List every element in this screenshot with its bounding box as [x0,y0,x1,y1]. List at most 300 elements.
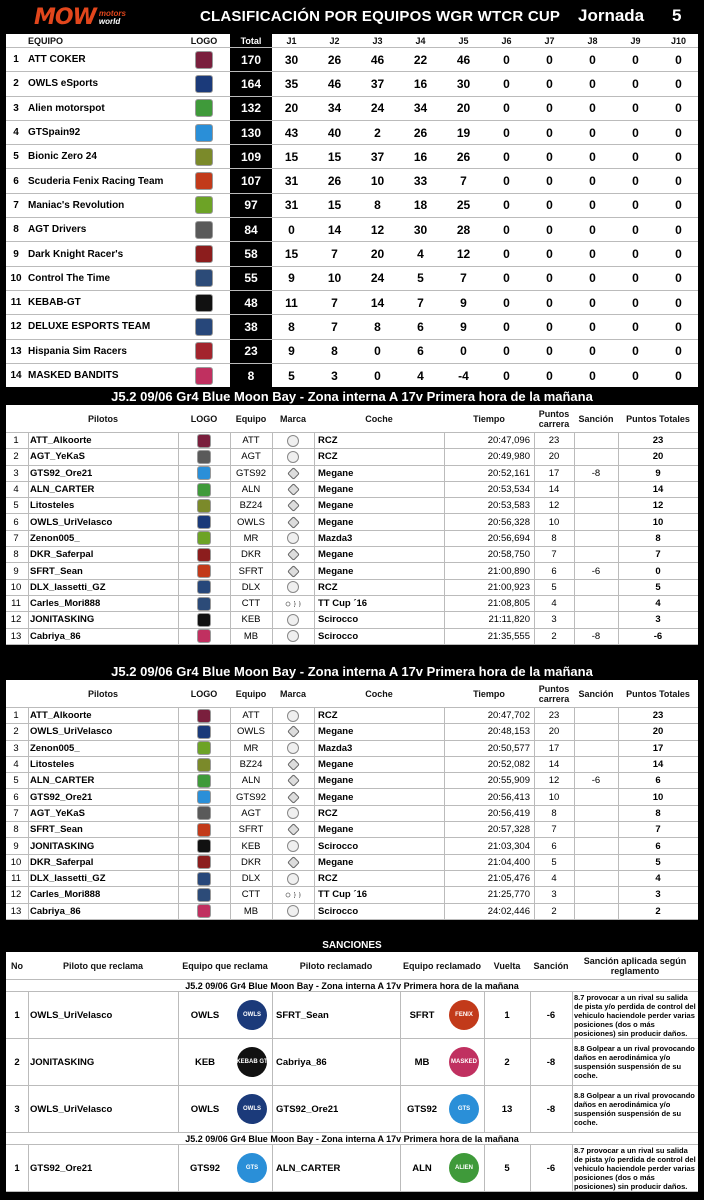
team-round-points: 11 [285,295,298,310]
team-row [6,291,698,315]
car-model: TT Cup ´16 [318,598,368,610]
race-result-row [6,855,698,871]
car-model: RCZ [318,581,338,593]
race-points: 3 [551,614,557,626]
claimant-team: GTS92 [189,1162,221,1174]
brand-cell [272,724,314,739]
team-round-points: 5 [288,368,295,383]
peugeot-brand-icon [287,451,299,463]
race-total-points: 3 [655,889,661,901]
race-time: 20:56,328 [487,516,530,528]
race-title: J5.2 09/06 Gr4 Blue Moon Bay - Zona interna A 17v Primera hora de la mañana [6,387,698,405]
team-logo-icon [195,51,213,69]
accused-logo-cell [444,992,484,1038]
team-name: GTSpain92 [28,127,81,139]
race-points: 23 [548,710,560,722]
race-total-points: 5 [655,856,661,868]
team-round-points: 0 [632,174,639,189]
team-code: DKR [240,856,262,868]
team-logo-cell [178,708,230,723]
team-round-points: 18 [413,198,428,213]
team-logo-cell [178,194,230,217]
team-name: Hispania Sim Racers [28,345,127,357]
brand-cell [272,838,314,853]
peugeot-brand-icon [287,873,299,885]
team-position: 2 [13,78,19,90]
team-round-points: 0 [632,344,639,359]
team-logo-cell [178,145,230,168]
car-model: RCZ [318,710,338,722]
result-position: 5 [13,775,19,787]
team-code: DKR [240,549,262,561]
page-header [0,0,704,34]
driver-name: Zenon005_ [30,742,80,754]
team-round-points: 0 [632,198,639,213]
team-round-points: 0 [632,319,639,334]
race-time: 20:56,694 [487,532,530,544]
result-position: 2 [13,451,19,463]
brand-cell [272,449,314,464]
team-round-points: 0 [546,247,553,262]
team-round-points: 43 [284,125,299,140]
lap-number: 1 [504,1009,510,1021]
team-round-points: 0 [675,174,682,189]
accused-logo-cell [444,1039,484,1085]
race-time: 20:47,096 [487,435,530,447]
race-result-row [6,563,698,579]
result-position: 10 [10,581,22,593]
team-position: 14 [10,370,22,381]
team-round-points: 37 [370,76,385,91]
team-row [6,48,698,72]
team-logo-icon [197,629,211,643]
team-code: ALN [241,484,261,496]
team-row [6,242,698,266]
col-equipo: Equipo [235,413,267,424]
race-penalty: -6 [591,565,601,577]
brand-cell [272,806,314,821]
team-logo-cell [178,364,230,387]
team-code: KEB [241,840,261,852]
team-logo-cell [178,773,230,788]
driver-name: DLX_lassetti_GZ [30,873,106,885]
race-total-points: 7 [655,549,661,561]
renault-brand-icon [287,726,300,739]
renault-brand-icon [287,548,300,561]
claimant-logo-cell [232,1039,272,1085]
team-logo-icon [197,904,211,918]
brand-cell [272,563,314,578]
team-logo-icon [197,806,211,820]
team-round-points: 9 [460,295,467,310]
result-position: 3 [13,467,19,479]
team-standings-table [6,34,698,388]
race-penalty [574,514,618,529]
race-penalty [574,433,618,448]
team-logo-cell [178,612,230,627]
result-position: 1 [13,435,19,447]
driver-name: Cabriya_86 [30,630,81,642]
brand-cell [272,822,314,837]
car-model: Megane [318,549,354,561]
team-logo-cell [178,433,230,448]
renault-brand-icon [287,467,300,480]
driver-name: Carles_Mori888 [30,889,101,901]
team-round-points: 0 [546,125,553,140]
lap-number: 2 [504,1056,510,1068]
team-round-points: 25 [456,198,471,213]
team-logo-cell [178,629,230,644]
race-result-row [6,757,698,773]
team-position: 3 [13,102,19,114]
team-logo-cell [178,514,230,529]
sanction-row [6,1039,698,1086]
brand-cell [272,482,314,497]
team-code: MR [243,742,259,754]
team-logo-cell [178,97,230,120]
team-round-points: 8 [374,319,381,334]
team-logo-icon [197,515,211,529]
claimant-driver: OWLS_UriVelasco [30,1009,113,1021]
race-time: 20:47,702 [487,710,530,722]
team-round-points: 8 [374,198,381,213]
vw-brand-icon [287,905,299,917]
team-round-points: 0 [503,76,510,91]
team-row [6,315,698,339]
col-tiempo: Tiempo [473,688,505,699]
accused-team: MB [414,1056,430,1068]
col-equipo: EQUIPO [28,35,64,46]
brand-logo-mark: MOW [34,5,96,30]
race-time: 20:53,534 [487,484,530,496]
result-position: 10 [10,856,22,868]
team-code: CTT [241,889,261,901]
renault-brand-icon [287,565,300,578]
claimant-logo-cell [232,1086,272,1132]
col-j1: J1 [286,35,297,46]
race-penalty [574,806,618,821]
team-logo-cell [178,741,230,756]
renault-brand-icon [287,499,300,512]
brand-cell [272,580,314,595]
team-code: SFRT [238,824,264,836]
driver-name: Zenon005_ [30,532,80,544]
team-round-points: 46 [370,52,385,67]
renault-brand-icon [287,823,300,836]
race-result-row [6,498,698,514]
col-equipo: Equipo [235,688,267,699]
team-round-points: 4 [417,247,424,262]
renault-brand-icon [287,758,300,771]
peugeot-brand-icon [287,807,299,819]
team-round-points: 0 [503,52,510,67]
team-round-points: 0 [675,344,682,359]
team-logo-icon [197,548,211,562]
team-logo-icon [195,318,213,336]
race-points: 4 [551,873,557,885]
race-total-points: 14 [652,759,664,771]
race-result-row [6,466,698,482]
race-penalty [574,855,618,870]
team-code: MB [243,905,259,917]
col-pilotos: Pilotos [87,413,118,424]
claimant-driver: JONITASKING [30,1056,95,1068]
team-code: AGT [241,807,261,819]
team-logo-cell [178,580,230,595]
penalty-points: -6 [546,1009,556,1021]
race-result-row [6,822,698,838]
race-penalty [574,838,618,853]
accused-team: SFRT [409,1009,435,1021]
race-total-points: 2 [655,905,661,917]
car-model: Megane [318,467,354,479]
race-penalty [574,580,618,595]
driver-name: ALN_CARTER [30,484,95,496]
team-round-points: 34 [413,101,428,116]
car-model: TT Cup ´16 [318,889,368,901]
sanctions-table [6,938,698,1192]
race-result-row [6,724,698,740]
team-logo-cell [178,871,230,886]
team-total: 164 [230,72,272,95]
team-code: ATT [242,710,260,722]
team-round-points: 15 [327,198,342,213]
team-round-points: 37 [370,149,385,164]
team-logo-icon [195,75,213,93]
race-points: 23 [548,435,560,447]
race-total-points: 23 [652,710,664,722]
team-logo-icon [195,172,213,190]
team-round-points: 30 [413,222,428,237]
race-points: 6 [551,565,557,577]
team-round-points: 16 [413,149,428,164]
result-position: 4 [13,759,19,771]
team-round-points: 0 [546,368,553,383]
race-total-points: 6 [655,840,661,852]
race-total-points: 4 [655,598,661,610]
brand-cell [272,498,314,513]
race-result-row [6,596,698,612]
race-total-points: 8 [655,532,661,544]
renault-brand-icon [287,516,300,529]
result-position: 9 [13,840,19,852]
team-round-points: 0 [546,76,553,91]
driver-name: OWLS_UriVelasco [30,516,113,528]
brand-cell [272,433,314,448]
col-puntos: Puntos carrera [538,683,570,704]
brand-cell [272,708,314,723]
team-name: Maniac's Revolution [28,199,125,211]
team-name: Bionic Zero 24 [28,151,97,163]
col-reglamento: Sanción aplicada según reglamento [583,955,687,976]
team-round-points: 7 [460,271,467,286]
team-round-points: 0 [675,76,682,91]
team-code: SFRT [238,565,264,577]
team-round-points: 30 [284,52,299,67]
team-logo-icon [195,221,213,239]
team-round-points: 0 [675,125,682,140]
race-time: 21:03,304 [487,840,530,852]
team-code: MB [243,630,259,642]
lap-number: 5 [504,1162,510,1174]
sanction-group-title: J5.2 09/06 Gr4 Blue Moon Bay - Zona interna A 17v Primera hora de la mañana [6,980,698,992]
car-model: Scirocco [318,630,359,642]
team-round-points: 8 [331,344,338,359]
brand-cell [272,789,314,804]
team-logo-icon [197,499,211,513]
race-time: 20:52,082 [487,759,530,771]
car-model: Megane [318,565,354,577]
team-round-points: 0 [632,222,639,237]
team-round-points: 26 [413,125,428,140]
team-round-points: 24 [370,101,385,116]
team-total: 23 [230,340,272,363]
race-2-table [6,662,698,920]
race-points: 12 [548,775,560,787]
team-logo-cell [178,822,230,837]
col-logo: LOGO [190,688,218,699]
team-round-points: 26 [327,174,342,189]
team-logo-cell [178,121,230,144]
team-logo-icon [197,888,211,902]
col-j8: J8 [587,35,598,46]
race-points: 7 [551,549,557,561]
team-round-points: 3 [331,368,338,383]
team-logo-icon [197,450,211,464]
col-pilotos: Pilotos [87,688,118,699]
team-round-points: 30 [456,76,471,91]
col-logo: LOGO [190,413,218,424]
brand-cell [272,629,314,644]
regulation-text: 8.8 Golpear a un rival provocando daños en aerodinámica y/o suspensión suspensión de su coche. [574,1044,695,1080]
driver-name: OWLS_UriVelasco [30,726,113,738]
team-round-points: 6 [417,319,424,334]
race-penalty [574,531,618,546]
team-round-points: 35 [284,76,299,91]
col-marca: Marca [279,688,306,699]
race-penalty [574,871,618,886]
race-result-row [6,449,698,465]
race-total-points: 10 [652,791,664,803]
team-round-points: 2 [374,125,381,140]
team-code: GTS92 [235,467,267,479]
team-logo-cell [178,887,230,902]
team-row [6,194,698,218]
race-penalty [574,741,618,756]
team-logo-icon [195,196,213,214]
team-logo-icon [197,613,211,627]
brand-cell [272,904,314,919]
race-result-row [6,433,698,449]
race-penalty [574,789,618,804]
race-total-points: 14 [652,484,664,496]
team-logo-cell [178,563,230,578]
team-round-points: 8 [288,319,295,334]
team-round-points: 0 [589,52,596,67]
col-totales: Puntos Totales [626,413,690,424]
claimant-team: OWLS [190,1009,220,1021]
result-position: 9 [13,565,19,577]
brand-cell [272,855,314,870]
race-time: 21:05,476 [487,873,530,885]
team-total: 109 [230,145,272,168]
team-name: Dark Knight Racer's [28,248,124,260]
car-model: Scirocco [318,614,359,626]
team-logo-icon [197,872,211,886]
car-model: RCZ [318,451,338,463]
sanction-number: 1 [14,1009,20,1021]
col-puntos: Puntos carrera [538,408,570,429]
race-result-row [6,612,698,628]
team-round-points: 7 [460,174,467,189]
team-logo-icon [195,124,213,142]
race-points: 8 [551,807,557,819]
team-round-points: 0 [589,101,596,116]
team-logo-cell [178,547,230,562]
brand-logo [34,6,126,30]
team-code: OWLS [237,516,265,528]
team-logo-icon [197,855,211,869]
team-logo-cell [178,242,230,265]
team-logo-cell [178,531,230,546]
team-round-points: 0 [675,319,682,334]
team-logo-icon [195,367,213,385]
col-j4: J4 [415,35,426,46]
team-logo-cell [178,724,230,739]
driver-name: Carles_Mori888 [30,598,101,610]
team-position: 13 [10,345,22,357]
team-logo-icon [197,758,211,772]
team-position: 11 [10,297,22,309]
team-round-points: 24 [370,271,385,286]
team-round-points: 40 [327,125,342,140]
team-round-points: 0 [675,247,682,262]
team-code: DLX [241,873,261,885]
car-model: Mazda3 [318,532,353,544]
result-position: 1 [13,710,19,722]
team-total: 48 [230,291,272,314]
team-round-points: 7 [331,247,338,262]
race-time: 21:11,820 [488,614,530,626]
jornada-number: 5 [672,6,682,25]
team-round-points: 0 [632,149,639,164]
race-points: 14 [548,484,560,496]
team-round-points: 0 [546,222,553,237]
team-round-points: 15 [284,247,299,262]
sanctions-title: SANCIONES [6,938,698,952]
team-logo-cell [178,340,230,363]
race-result-row [6,773,698,789]
team-logo-icon [197,790,211,804]
claimant-team-logo-icon: KEBAB GT [237,1047,267,1077]
team-logo-cell [178,218,230,241]
team-row [6,97,698,121]
team-logo-cell [178,267,230,290]
brand-cell [272,547,314,562]
team-round-points: 0 [546,271,553,286]
team-round-points: 0 [589,149,596,164]
race-time: 21:25,770 [487,889,530,901]
team-logo-icon [197,823,211,837]
race-penalty [574,612,618,627]
team-total: 130 [230,121,272,144]
team-round-points: 7 [331,295,338,310]
team-round-points: 0 [589,222,596,237]
race-total-points: 20 [652,451,664,463]
peugeot-brand-icon [287,710,299,722]
team-round-points: 33 [413,174,428,189]
race-points: 5 [551,581,557,593]
